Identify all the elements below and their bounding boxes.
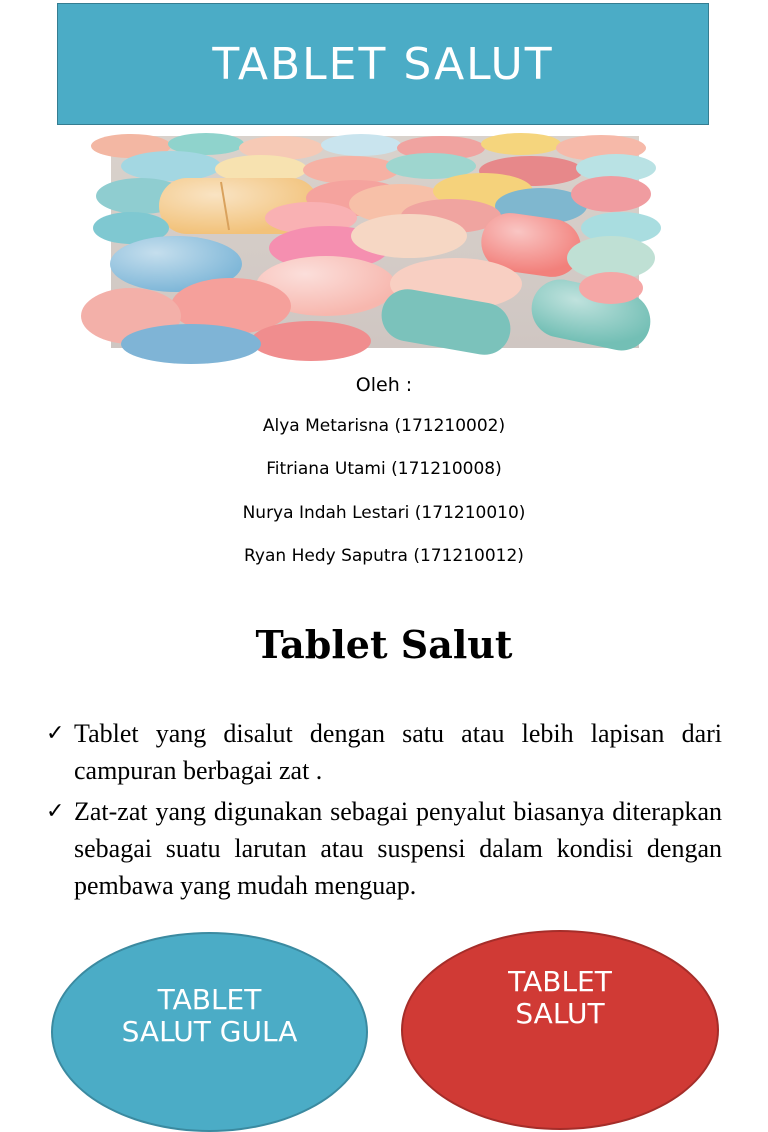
checkmark-icon: ✓ <box>46 799 65 824</box>
bullet-text: Zat-zat yang digunakan sebagai penyalut biasanya diterapkan sebagai suatu larutan atau suspensi dalam kondisi dengan pembawa yang mudah menguap. <box>74 797 722 900</box>
oval-label-line2: SALUT <box>515 997 605 1030</box>
authors-label: Oleh : <box>355 374 413 396</box>
section-heading: Tablet Salut <box>255 622 513 667</box>
title-banner <box>57 3 709 125</box>
pills-photo <box>111 136 639 348</box>
author-name: Nurya Indah Lestari (171210010) <box>242 503 526 523</box>
page-title: TABLET SALUT <box>212 38 554 90</box>
author-name: Ryan Hedy Saputra (171210012) <box>244 546 524 566</box>
oval-tablet-salut-gula <box>51 932 368 1132</box>
checkmark-icon: ✓ <box>46 721 65 746</box>
oval-label-line2: SALUT GULA <box>121 1015 298 1048</box>
oval-label-line1: TABLET <box>508 965 612 998</box>
bullet-item <box>46 793 722 904</box>
bullet-list <box>46 715 722 908</box>
bullet-item <box>46 715 722 789</box>
oval-tablet-salut <box>401 930 719 1130</box>
author-name: Alya Metarisna (171210002) <box>262 416 506 436</box>
oval-label-line1: TABLET <box>157 983 262 1016</box>
author-name: Fitriana Utami (171210008) <box>266 459 502 479</box>
bullet-text: Tablet yang disalut dengan satu atau lebih lapisan dari campuran berbagai zat . <box>74 719 722 785</box>
